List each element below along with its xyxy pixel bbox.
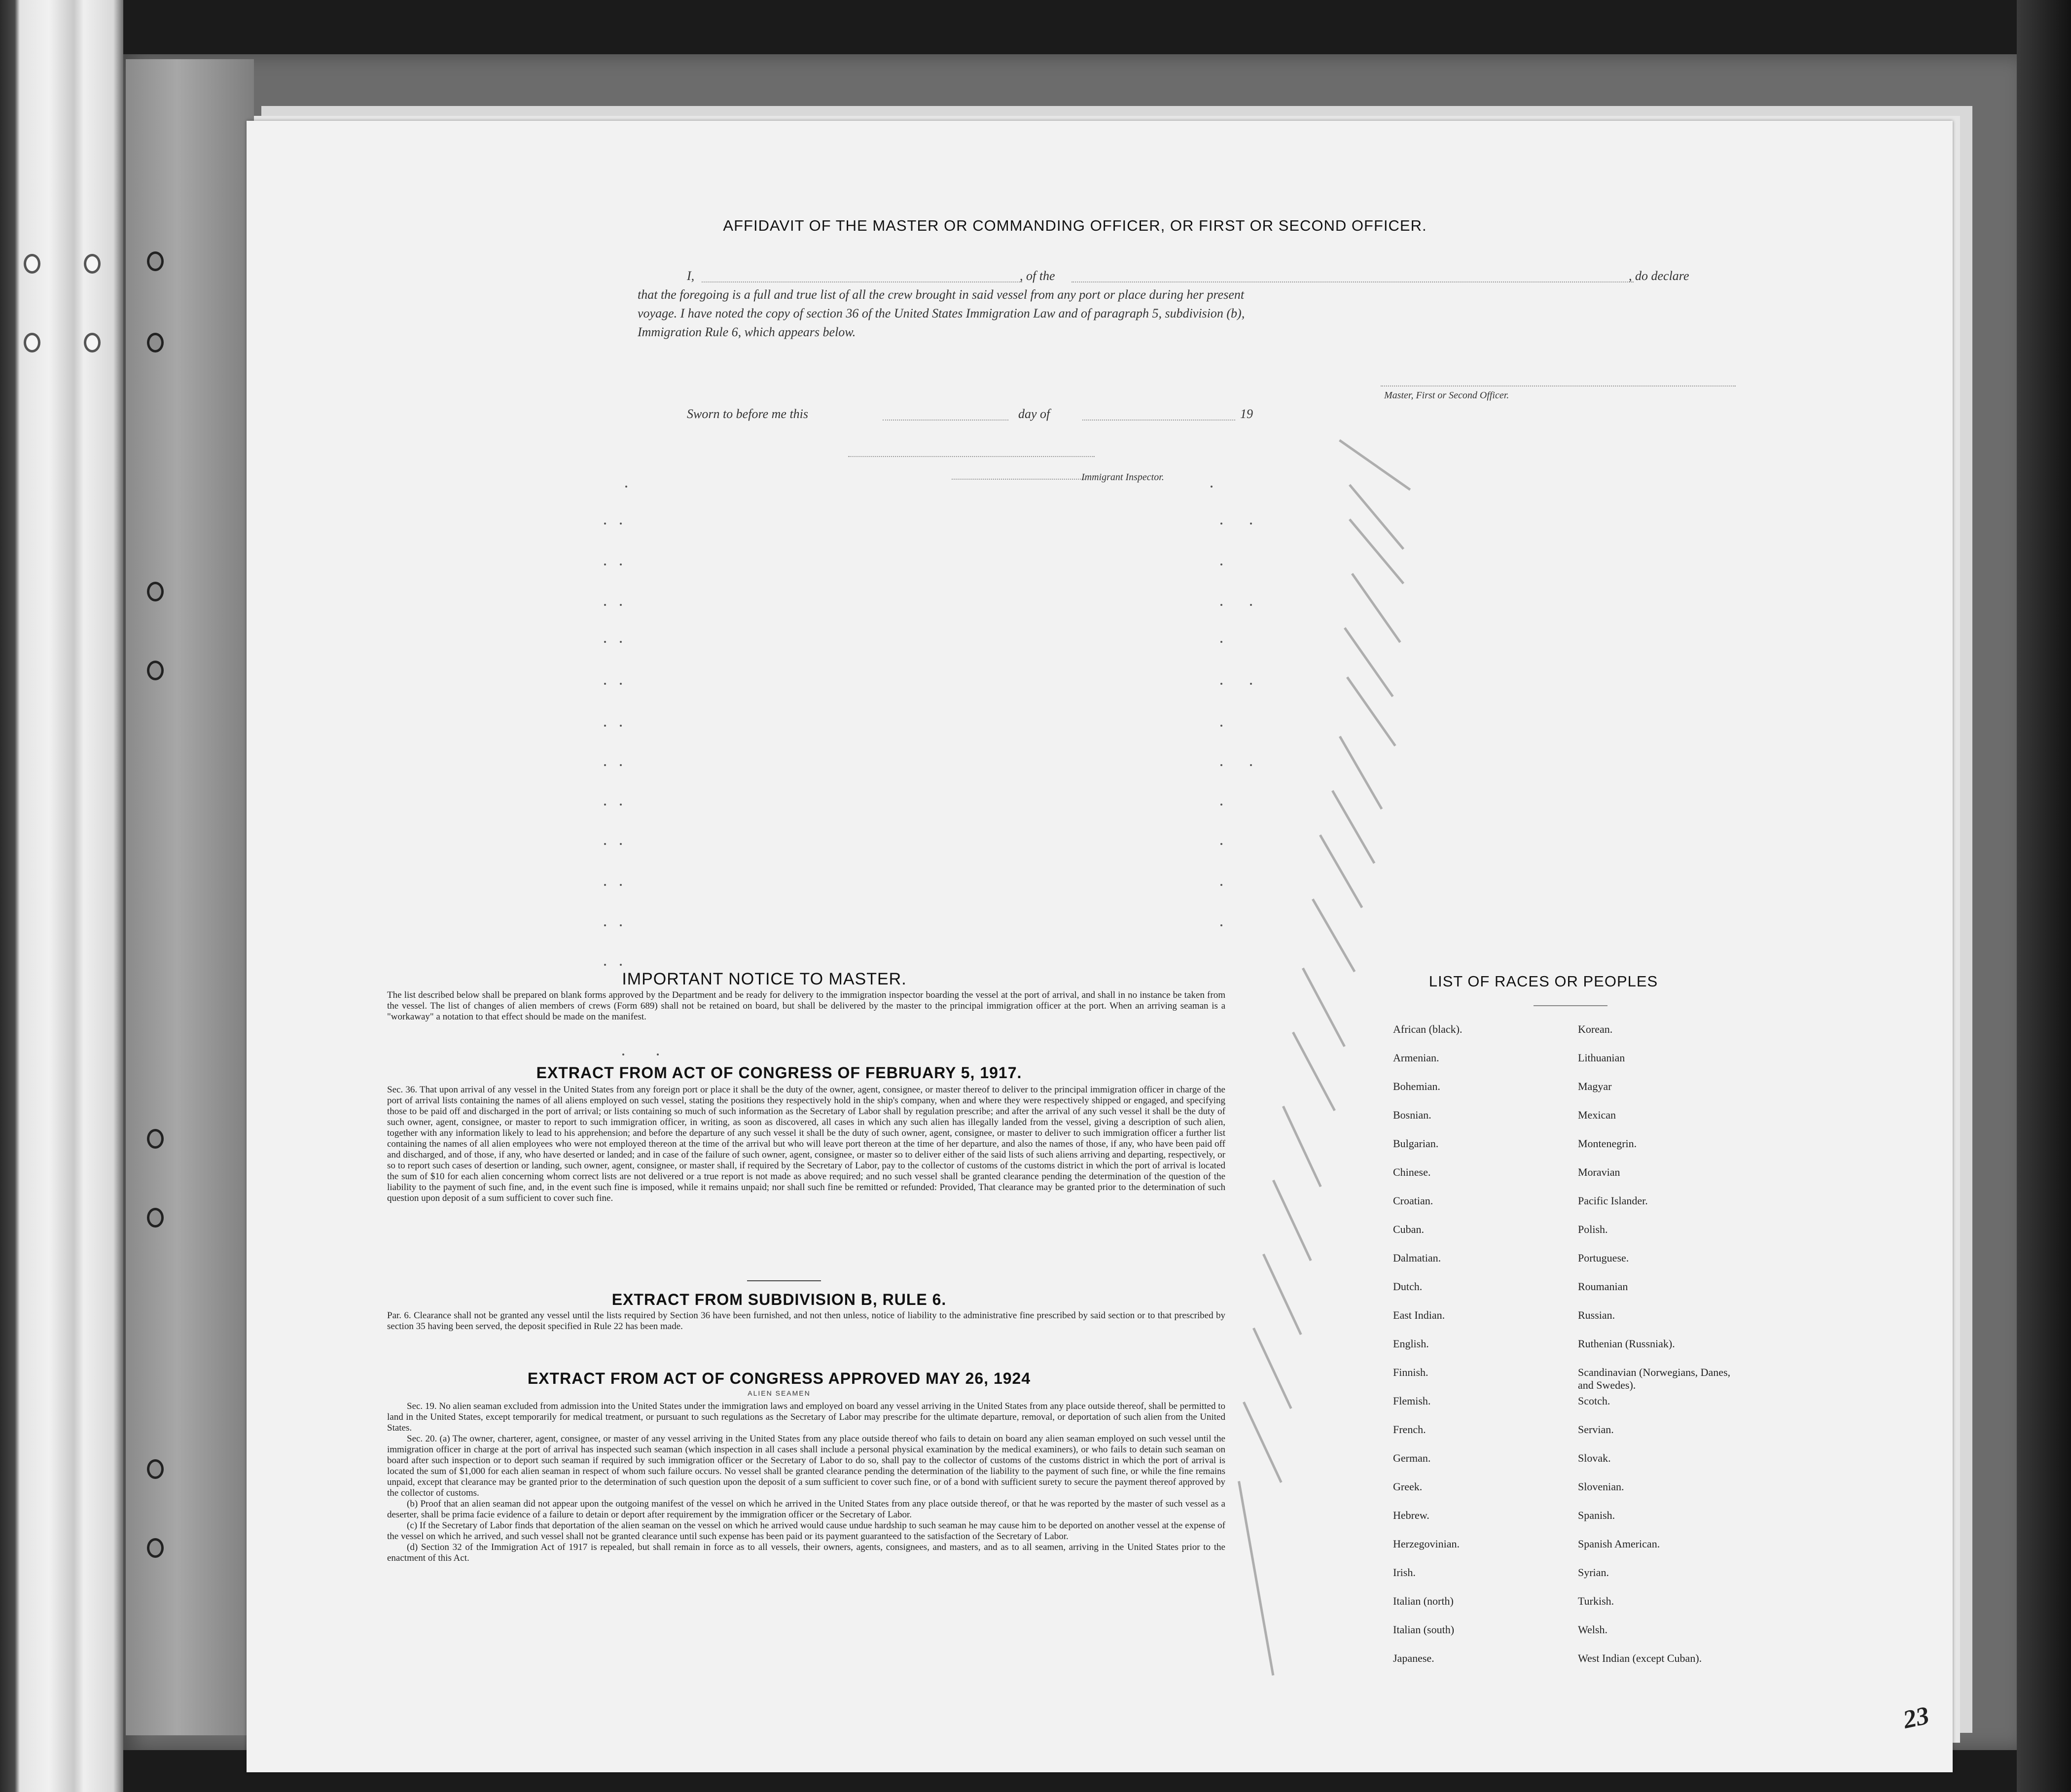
pencil-stroke [1344,627,1394,697]
pencil-stroke [1272,1180,1312,1261]
race-item: Herzegovinian. [1393,1538,1460,1550]
binder-hole [147,661,164,680]
ink-dot [1220,641,1222,643]
race-item: Polish. [1578,1223,1608,1235]
extract-rule6-text: Par. 6. Clearance shall not be granted any vessel until the lists required by Section 36 have been furnished, and not then unless, notice of liability to the administrative fine prescribed by said section or to that prescribed by section 35 having been served, the deposit specified in Rule 22 has been made. [387,1310,1225,1332]
race-item: Moravian [1578,1166,1620,1178]
race-item: Italian (south) [1393,1623,1455,1636]
race-item: Ruthenian (Russniak). [1578,1337,1675,1350]
race-item: Flemish. [1393,1395,1431,1407]
scan-edge-shadow [2017,0,2071,1792]
section-20c: (c) If the Secretary of Labor finds that deportation of the alien seaman on the vessel on which he arrived would cause undue hardship to such seaman he may cause him to be deported on another vessel at the expense of the vessel on which he arrived, and such vessel shall not be granted clearance until such expense has been paid or its payment guaranteed to the satisfaction of the Secretary of Labor. [387,1520,1225,1542]
ink-dot [620,804,622,806]
races-divider [1534,1005,1607,1006]
ink-dot [620,764,622,766]
ink-dot [620,725,622,727]
pencil-stroke [1319,835,1363,909]
ink-dot [604,964,606,966]
race-item: Bohemian. [1393,1080,1440,1092]
race-item: Russian. [1578,1309,1615,1321]
ink-dot [625,486,627,488]
ink-dot [604,764,606,766]
inspector-label: Immigrant Inspector. [1081,472,1164,483]
section-20b: (b) Proof that an alien seaman did not appear upon the outgoing manifest of the vessel on which he arrived in the United States from any place outside thereof, or that he was reported by the master of such vessel as a deserter, shall be prima facie evidence of a failure to detain or deport after requirement by the immigration officer or the Secretary of Labor. [387,1499,1225,1520]
ink-dot [620,604,622,606]
race-item: Greek. [1393,1480,1423,1493]
race-item: Welsh. [1578,1623,1607,1636]
ink-dot [1220,884,1222,886]
binder-hole [24,254,40,274]
ink-dot [1220,843,1222,845]
binder-hole [147,1538,164,1558]
race-item: West Indian (except Cuban). [1578,1652,1702,1664]
pencil-stroke [1346,676,1396,746]
binder-panel-shading [126,59,254,1735]
race-item: French. [1393,1423,1426,1436]
sworn-day-blank [883,420,1008,421]
affidavit-line: voyage. I have noted the copy of section 36 of the United States Immigration Law and of paragraph 5, subdivision (b), [638,306,1245,320]
ink-dot [604,641,606,643]
notice-title: IMPORTANT NOTICE TO MASTER. [622,970,907,988]
ink-dot [604,683,606,685]
race-item: Spanish. [1578,1509,1615,1521]
ink-dot [604,804,606,806]
affidavit-text [638,267,1846,342]
binder-hole [84,333,101,352]
ink-dot [1220,683,1222,685]
ink-dot [604,604,606,606]
binder-hole [84,254,101,274]
extract-rule6-title: EXTRACT FROM SUBDIVISION B, RULE 6. [611,1291,947,1308]
ink-dot [620,843,622,845]
race-item: Roumanian [1578,1280,1628,1293]
race-item: Portuguese. [1578,1252,1629,1264]
extract-1924-title: EXTRACT FROM ACT OF CONGRESS APPROVED MAY 26, 1924 [527,1370,1031,1387]
pencil-stroke [1349,484,1404,550]
ink-dot [622,1054,624,1055]
pencil-stroke [1312,899,1356,973]
pencil-stroke [1339,439,1411,491]
binder-hole [147,333,164,352]
ink-dot [604,884,606,886]
sworn-label: Sworn to before me this [687,407,809,421]
race-item: Bosnian. [1393,1109,1431,1121]
inspector-signature-line [848,456,1095,457]
binder-hole [147,1459,164,1479]
inspector-signature-line [952,479,1085,480]
ink-dot [620,924,622,926]
ink-dot [620,641,622,643]
race-item: Lithuanian [1578,1052,1625,1064]
pencil-stroke [1243,1402,1283,1483]
ink-dot [604,523,606,525]
race-item: Pacific Islander. [1578,1195,1648,1207]
sworn-month-blank [1082,420,1235,421]
pencil-stroke [1302,968,1346,1047]
race-item: Hebrew. [1393,1509,1429,1521]
officer-name-blank [702,281,1022,282]
race-item: Croatian. [1393,1195,1433,1207]
ink-dot [1220,604,1222,606]
race-item: Dutch. [1393,1280,1423,1293]
race-item: Scotch. [1578,1395,1610,1407]
race-item: Dalmatian. [1393,1252,1441,1264]
ink-dot [620,523,622,525]
ink-dot [1250,523,1252,525]
race-item: Cuban. [1393,1223,1424,1235]
ink-dot [1220,924,1222,926]
race-item: Korean. [1578,1023,1613,1035]
race-item: Montenegrin. [1578,1137,1637,1150]
ink-dot [604,924,606,926]
affidavit-of-the-label: , of the [1020,269,1055,283]
race-item: Italian (north) [1393,1595,1454,1607]
section-divider [747,1280,821,1281]
affidavit-line: Immigration Rule 6, which appears below. [638,325,856,339]
pencil-stroke [1252,1328,1292,1409]
race-item: Magyar [1578,1080,1612,1092]
race-item: Armenian. [1393,1052,1439,1064]
ink-dot [1220,523,1222,525]
race-item: Slovak. [1578,1452,1611,1464]
race-item: Turkish. [1578,1595,1614,1607]
master-signature-line [1381,386,1736,387]
handwritten-page-number: 23 [1900,1701,1932,1734]
extract-1917-text: Sec. 36. That upon arrival of any vessel in the United States from any foreign port or place it shall be the duty of the owner, agent, consignee, or master thereof to deliver to the principal immigration officer in charge of the port of arrival lists containing the names of all aliens employed on such vessel, stating the positions they respectively hold in the ship's company, when and where they were respectively shipped or engaged, and specifying those to be paid off and discharged in the port of arrival; or lists containing so much of such information as the Secretary of Labor shall by regulation prescribe; and after the arrival of any such vessel it shall be the duty of such owner, agent, consignee, or master to report to such immigration officer, in writing, as soon as discovered, all cases in which any such alien has illegally landed from the vessel, giving a description of such alien, together with any information likely to lead to his apprehension; and before the departure of any such vessel it shall be the duty of such owner, agent, consignee, or master to deliver to such immigration officer a further list containing the names of all alien employees who were not employed thereon at the time of the arrival but who will leave port thereon at the time of her departure, and also the names of those, if any, who have been paid off and discharged, and of those, if any, who have deserted or landed; and in case of the failure of such owner, agent, consignee, or master so to deliver either of the said lists of such aliens arriving and departing, respectively, or so to report such cases of desertion or landing, such owner, agent, consignee, or master shall, if required by the Secretary of Labor, pay to the collector of customs of the customs district in which the port of arrival is located the sum of $10 for each alien concerning whom correct lists are not delivered or a true report is not made as above required; and no such vessel shall be granted clearance pending the determination of the question of the liability to the payment of such fine, and, in the event such fine is imposed, while it remains unpaid; nor shall such fine be remitted or refunded: Provided, That clearance may be granted prior to the determination of such question upon deposit of a sum sufficient to cover such fine. [387,1085,1225,1203]
race-item: Scandinavian (Norwegians, Danes, and Swedes). [1578,1366,1731,1391]
ink-dot [1211,486,1213,488]
race-item: Spanish American. [1578,1538,1660,1550]
race-item: Servian. [1578,1423,1614,1436]
race-item: Chinese. [1393,1166,1431,1178]
pencil-stroke [1351,573,1401,643]
ink-dot [620,884,622,886]
binder-strip [0,0,123,1792]
section-20a: Sec. 20. (a) The owner, charterer, agent, consignee, or master of any vessel arriving in the United States from any place outside thereof who fails to detain on board any alien seaman employed on such vessel until the immigration officer in charge at the port of arrival has inspected such seaman (which inspection in all cases shall include a personal physical examination by the medical examiners), or who fails to detain such seaman on board after such inspection or to deport such seaman if required by such immigration officer or the Secretary of Labor to do so, shall pay to the collector of customs of the customs district in which the port of arrival is located the sum of $1,000 for each alien seaman in respect of whom such failure occurs. No vessel shall be granted clearance pending the determination of the liability to the payment of such fine, or while the fine remains unpaid, except that clearance may be granted prior to the determination of such question upon the deposit of a sum sufficient to cover such fine, or of a bond with sufficient surety to secure the payment thereof approved by the collector of customs. [387,1434,1225,1498]
ink-dot [1250,604,1252,606]
manifest-back-page [247,121,1953,1772]
pencil-stroke [1349,519,1404,584]
race-item: Syrian. [1578,1566,1609,1579]
ink-dot [1220,764,1222,766]
race-item: Japanese. [1393,1652,1434,1664]
ink-dot [620,683,622,685]
binder-hole [147,1208,164,1228]
ink-dot [604,563,606,565]
ink-dot [620,563,622,565]
binder-hole [147,582,164,601]
vessel-name-blank [1071,281,1634,282]
race-item: Irish. [1393,1566,1416,1579]
race-item: English. [1393,1337,1429,1350]
ink-dot [1220,725,1222,727]
extract-1924-text [387,1401,1225,1564]
race-item: Finnish. [1393,1366,1428,1378]
section-19: Sec. 19. No alien seaman excluded from admission into the United States under the immigration laws and employed on board any vessel arriving in the United States from any place outside thereof, shall be permitted to land in the United States, except temporarily for medical treatment, or pursuant to such regulations as the Secretary of Labor may prescribe for the ultimate departure, removal, or deportation of such alien from the United States. [387,1401,1225,1433]
pencil-stroke [1339,736,1383,810]
binder-hole [147,251,164,271]
affidavit-line: that the foregoing is a full and true list of all the crew brought in said vessel from any port or place during her present [638,287,1245,302]
master-signature-label: Master, First or Second Officer. [1384,390,1509,401]
pencil-stroke [1331,790,1375,864]
race-item: East Indian. [1393,1309,1445,1321]
pencil-stroke [1238,1481,1274,1676]
race-item: Mexican [1578,1109,1616,1121]
year-label: 19 [1240,407,1253,421]
alien-seamen-subtitle: ALIEN SEAMEN [748,1389,811,1397]
pencil-stroke [1262,1254,1302,1335]
ink-dot [604,725,606,727]
race-item: Bulgarian. [1393,1137,1439,1150]
affidavit-i-label: I, [687,269,695,283]
race-item: German. [1393,1452,1431,1464]
affidavit-declare-label: , do declare [1629,269,1689,283]
ink-dot [1220,804,1222,806]
races-title: LIST OF RACES OR PEOPLES [1428,973,1658,990]
ink-dot [657,1054,659,1055]
ink-dot [1250,683,1252,685]
extract-1917-title: EXTRACT FROM ACT OF CONGRESS OF FEBRUARY 5, 1917. [536,1064,1022,1082]
day-of-label: day of [1018,407,1050,421]
ink-dot [1250,764,1252,766]
ink-dot [604,843,606,845]
ink-dot [1220,563,1222,565]
race-item: African (black). [1393,1023,1463,1035]
pencil-stroke [1282,1106,1322,1187]
race-item: Slovenian. [1578,1480,1624,1493]
binder-hole [24,333,40,352]
affidavit-title: AFFIDAVIT OF THE MASTER OR COMMANDING OFFICER, OR FIRST OR SECOND OFFICER. [723,217,1427,234]
pencil-stroke [1292,1032,1336,1111]
section-20d: (d) Section 32 of the Immigration Act of 1917 is repealed, but shall remain in force as to all vessels, their owners, agents, consignees, and masters, and as to all seamen, arriving in the United States prior to the enactment of this Act. [387,1542,1225,1563]
binder-hole [147,1129,164,1149]
ink-dot [620,964,622,966]
notice-text: The list described below shall be prepared on blank forms approved by the Department and be ready for delivery to the immigration inspector boarding the vessel at the port of arrival, and shall in no instance be taken from the vessel. The list of changes of alien members of crews (Form 689) shall not be retained on board, but shall be delivered by the master to the principal immigration officer at the port. When an arriving seaman is a "workaway" a notation to that effect should be made on the manifest. [387,990,1225,1022]
